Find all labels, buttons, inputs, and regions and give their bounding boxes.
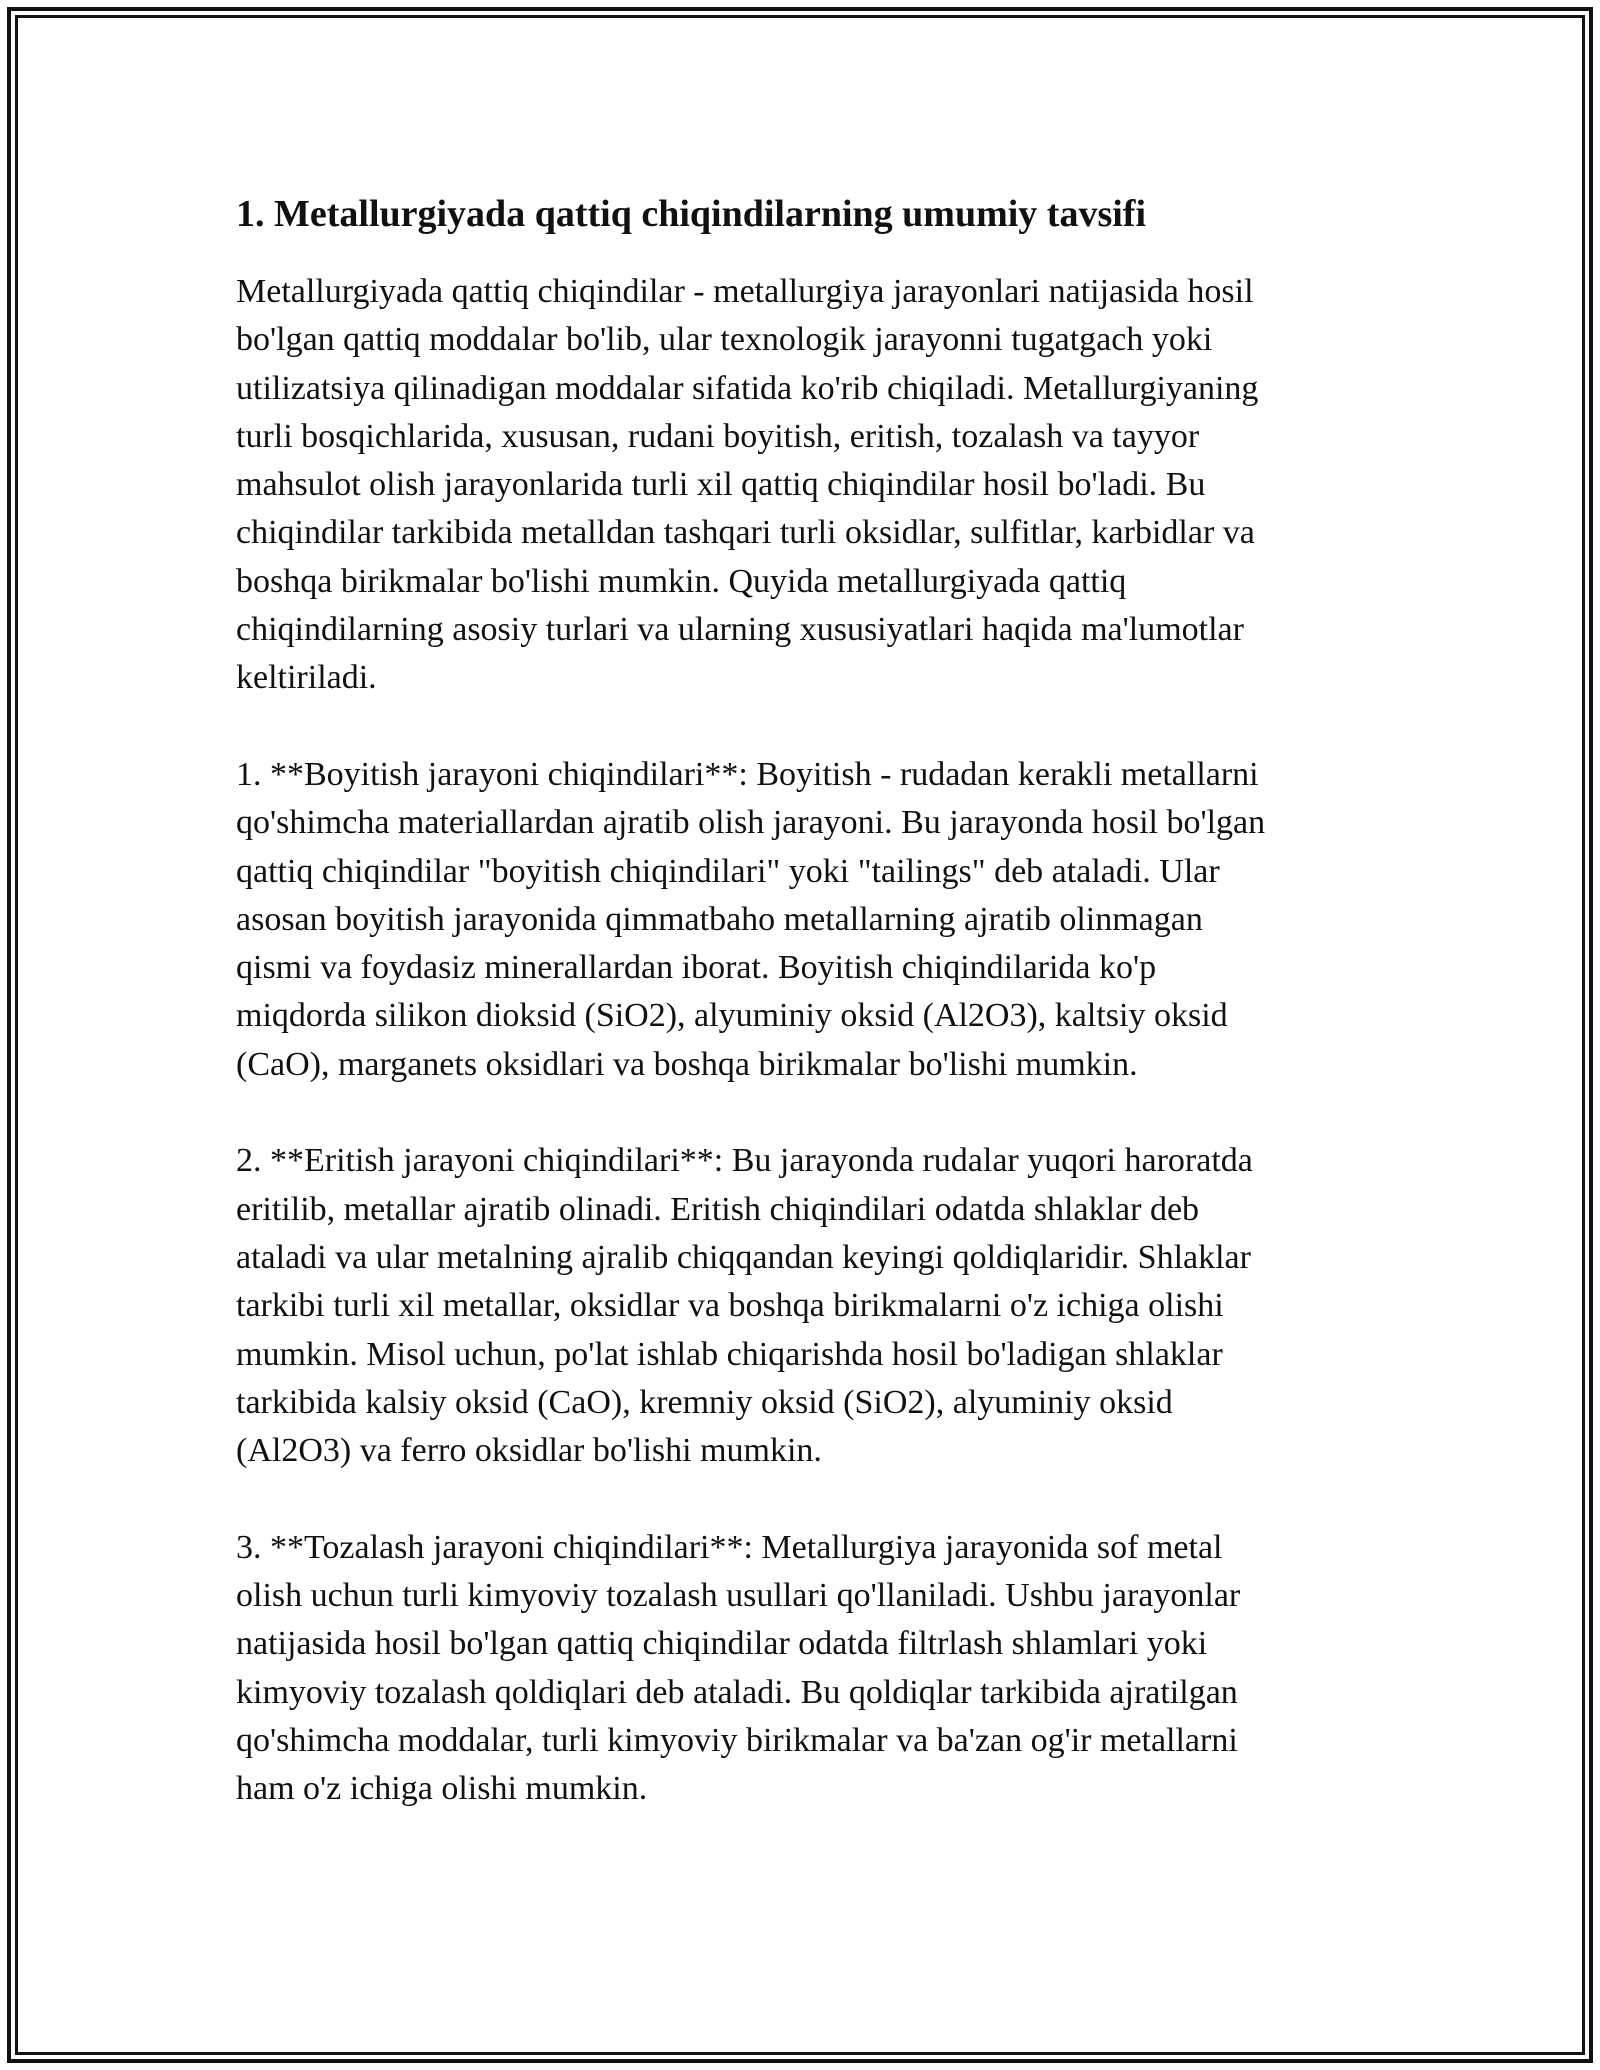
section-heading: 1. Metallurgiyada qattiq chiqindilarning umumiy tavsifi [236,193,1146,235]
paragraph-tozalash: 3. **Tozalash jarayoni chiqindilari**: Metallurgiya jarayonida sof metal olish uchun turli kimyoviy tozalash usullari qo'llaniladi. Ushbu jarayonlar natijasida hosil bo'lgan qattiq chiqindilar odatda filtrlash shlamlari yoki kimyoviy tozalash qoldiqlari deb ataladi. Bu qoldiqlar tarkibida ajratilgan qo'shimcha moddalar, turli kimyoviy birikmalar va ba'zan og'ir metallarni ham o'z ichiga olishi mumkin. [236,1528,1241,1808]
document-body [236,188,1356,1814]
paragraph-boyitish: 1. **Boyitish jarayoni chiqindilari**: Boyitish - rudadan kerakli metallarni qo'shimcha materiallardan ajratib olish jarayoni. Bu jarayonda hosil bo'lgan qattiq chiqindilar "boyitish chiqindilari" yoki "tailings" deb ataladi. Ular asosan boyitish jarayonida qimmatbaho metallarning ajratib olinmagan qismi va foydasiz minerallardan iborat. Boyitish chiqindilarida ko'p miqdorda silikon dioksid (SiO2), alyuminiy oksid (Al2O3), kaltsiy oksid (CaO), marganets oksidlari va boshqa birikmalar bo'lishi mumkin. [236,755,1266,1083]
paragraph-eritish: 2. **Eritish jarayoni chiqindilari**: Bu jarayonda rudalar yuqori haroratda eritilib, metallar ajratib olinadi. Eritish chiqindilari odatda shlaklar deb ataladi va ular metalning ajralib chiqqandan keyingi qoldiqlaridir. Shlaklar tarkibi turli xil metallar, oksidlar va boshqa birikmalarni o'z ichiga olishi mumkin. Misol uchun, po'lat ishlab chiqarishda hosil bo'ladigan shlaklar tarkibida kalsiy oksid (CaO), kremniy oksid (SiO2), alyuminiy oksid (Al2O3) va ferro oksidlar bo'lishi mumkin. [236,1142,1253,1470]
intro-paragraph: Metallurgiyada qattiq chiqindilar - metallurgiya jarayonlari natijasida hosil bo'lgan qattiq moddalar bo'lib, ular texnologik jarayonni tugatgach yoki utilizatsiya qilinadigan moddalar sifatida ko'rib chiqiladi. Metallurgiyaning turli bosqichlarida, xususan, rudani boyitish, eritish, tozalash va tayyor mahsulot olish jarayonlarida turli xil qattiq chiqindilar hosil bo'ladi. Bu chiqindilar tarkibida metalldan tashqari turli oksidlar, sulfitlar, karbidlar va boshqa birikmalar bo'lishi mumkin. Quyida metallurgiyada qattiq chiqindilarning asosiy turlari va ularning xususiyatlari haqida ma'lumotlar keltiriladi. [236,273,1259,697]
